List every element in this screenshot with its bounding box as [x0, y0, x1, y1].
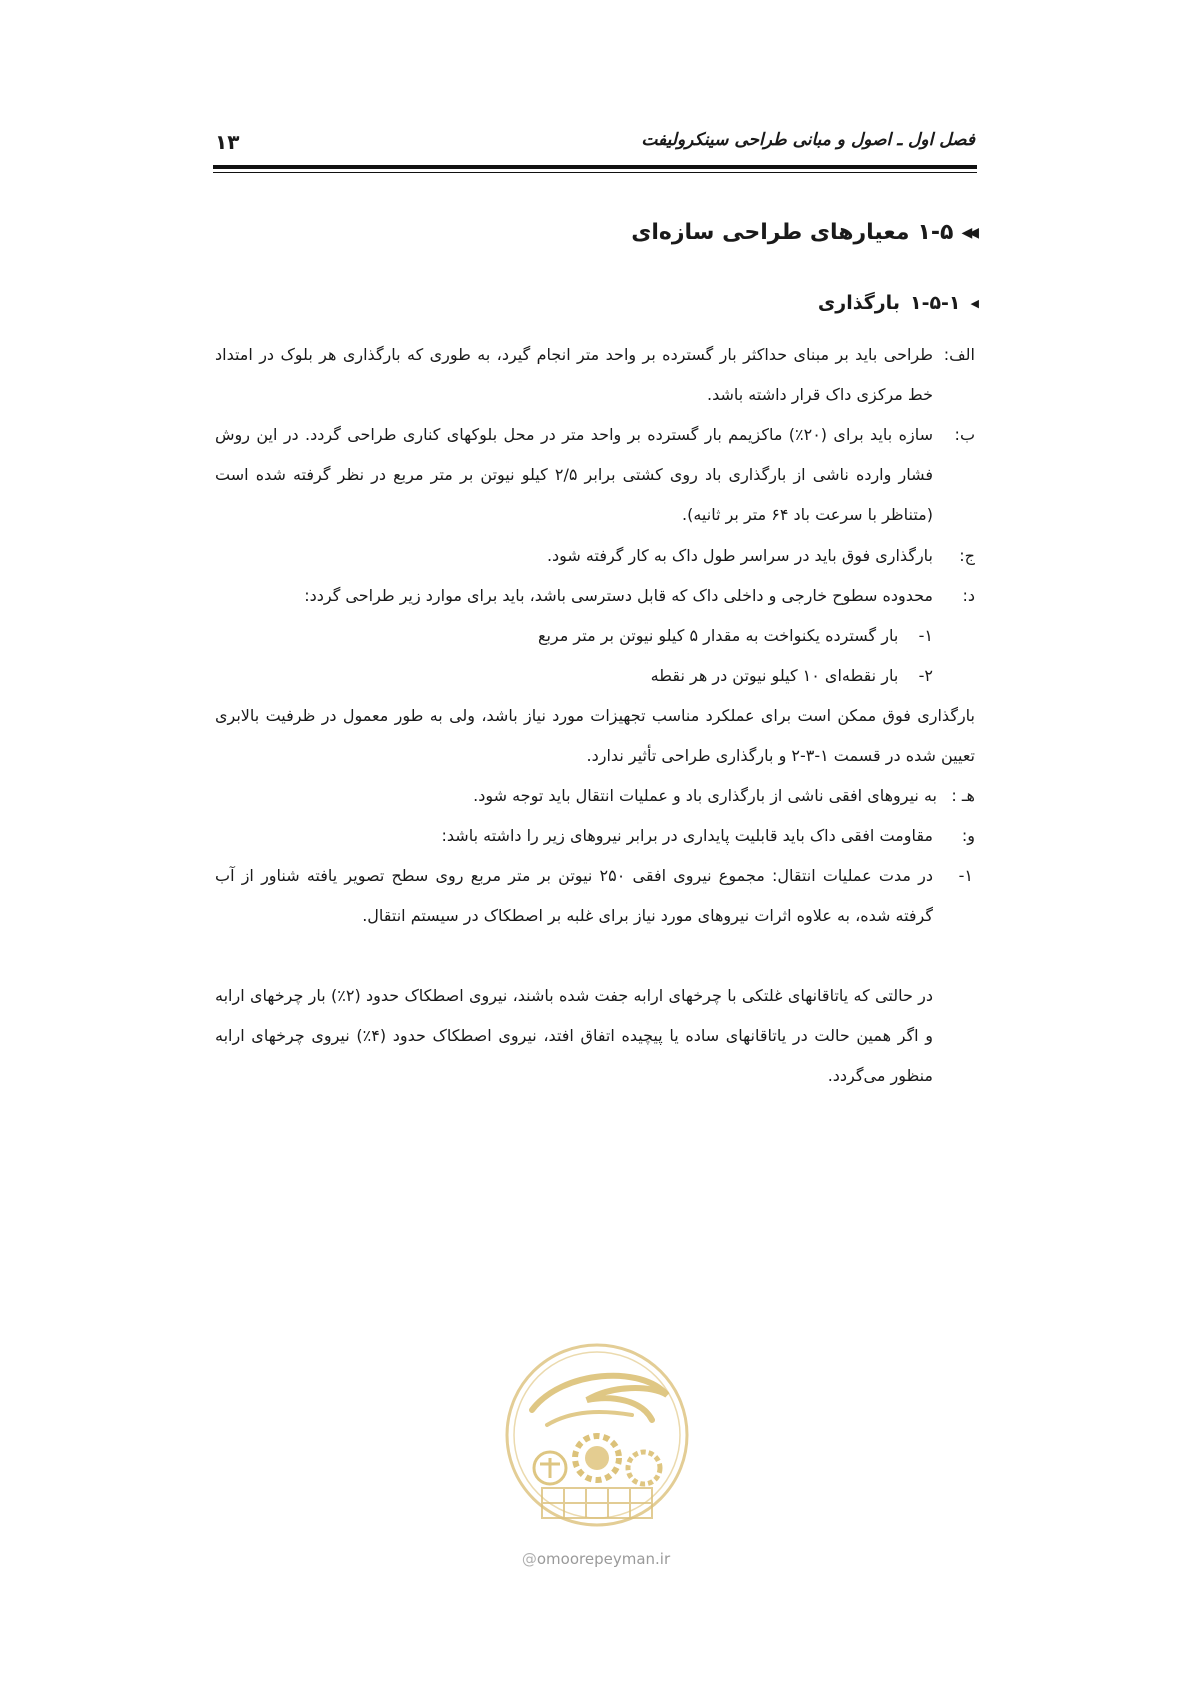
subitem-text: در مدت عملیات انتقال: مجموع نیروی افقی ۲۵۰ نیوتن بر متر مربع روی سطح تصویر یافته شناور از آب گرفته شده، به علاوه اثرات نیروهای مورد نیاز برای غلبه بر اصطکاک در سیستم انتقال. [215, 866, 933, 925]
vav-subitem-note [215, 976, 975, 1096]
section-heading [631, 220, 975, 245]
subitem-number: ۲- [918, 666, 933, 685]
item-text: بارگذاری فوق باید در سراسر طول داک به کار گرفته شود. [546, 546, 933, 565]
item-text: محدوده سطوح خارجی و داخلی داک که قابل دسترسی باشد، باید برای موارد زیر طراحی گردد: [304, 586, 933, 605]
note-text: در حالتی که یاتاقانهای غلتکی با چرخهای ارابه جفت شده باشند، نیروی اصطکاک حدود (۲٪) بار چرخهای ارابه و اگر همین حالت در یاتاقانهای ساده یا پیچیده اتفاق افتد، نیروی اصطکاک حدود (۴٪) نیروی چرخهای ارابه منظور می‌گردد. [215, 986, 934, 1085]
header-rule-thick [213, 165, 977, 169]
note-text: بارگذاری فوق ممکن است برای عملکرد مناسب تجهیزات مورد نیاز باشد، ولی به طور معمول در ظرفیت بالابری تعیین شده در قسمت ۱-۳-۲ و بارگذاری طراحی تأثیر ندارد. [215, 706, 975, 765]
item-text: طراحی باید بر مبنای حداکثر بار گسترده بر واحد متر انجام گیرد، به طوری که بارگذاری هر بلوک در امتداد خط مرکزی داک قرار داشته باشد. [215, 345, 933, 404]
item-label: د: [962, 586, 975, 605]
item-be [215, 415, 975, 535]
item-text: سازه باید برای (۲۰٪) ماکزیمم بار گسترده بر واحد متر در محل بلوکهای کناری طراحی گردد. در این روش فشار وارده ناشی از بارگذاری باد روی کشتی برابر ۲/۵ کیلو نیوتن بر متر مربع در نظر گرفته شده است (متناظر با سرعت باد ۶۴ متر بر ثانیه). [215, 425, 933, 524]
section-title: معیارهای طراحی سازه‌ای [631, 220, 910, 245]
subitem-number: ۱- [918, 626, 933, 645]
watermark-url [490, 1550, 702, 1568]
subsection-heading [818, 292, 975, 314]
item-dal [215, 576, 975, 616]
watermark-logo [492, 1340, 702, 1530]
item-label: الف: [943, 345, 975, 364]
item-text: مقاومت افقی داک باید قابلیت پایداری در برابر نیروهای زیر را داشته باشد: [441, 826, 933, 845]
subsection-number: ۱-۵-۱ [909, 292, 961, 314]
subitem-number: ۱- [958, 866, 973, 885]
dal-subitem-2 [651, 656, 933, 696]
subsection-title: بارگذاری [817, 292, 900, 314]
item-he [215, 776, 975, 816]
section-number: ۱-۵ [917, 220, 954, 245]
vav-subitem-1 [215, 856, 975, 936]
item-label: و: [961, 826, 975, 845]
subitem-text: بار نقطه‌ای ۱۰ کیلو نیوتن در هر نقطه [650, 666, 899, 685]
item-label: ج: [959, 546, 975, 565]
watermark-site: omoorepeyman.ir [536, 1550, 671, 1568]
header-rule-thin [213, 172, 977, 173]
at-icon: @ [521, 1550, 537, 1568]
item-jim [215, 536, 975, 576]
item-label: ب: [954, 425, 975, 444]
item-alef [215, 335, 975, 415]
dal-note [215, 696, 975, 776]
item-vav [215, 816, 975, 856]
page-number: ۱۳ [215, 130, 240, 154]
item-label: هـ : [951, 786, 975, 805]
chapter-title: فصل اول ـ اصول و مبانی طراحی سینکرولیفت [641, 130, 975, 150]
double-arrow-icon: ◀◀ [961, 224, 975, 241]
item-text: به نیروهای افقی ناشی از بارگذاری باد و عملیات انتقال باید توجه شود. [473, 786, 937, 805]
arrow-icon: ◀ [970, 296, 975, 310]
dal-subitem-1 [538, 616, 933, 656]
subitem-text: بار گسترده یکنواخت به مقدار ۵ کیلو نیوتن بر متر مربع [537, 626, 899, 645]
